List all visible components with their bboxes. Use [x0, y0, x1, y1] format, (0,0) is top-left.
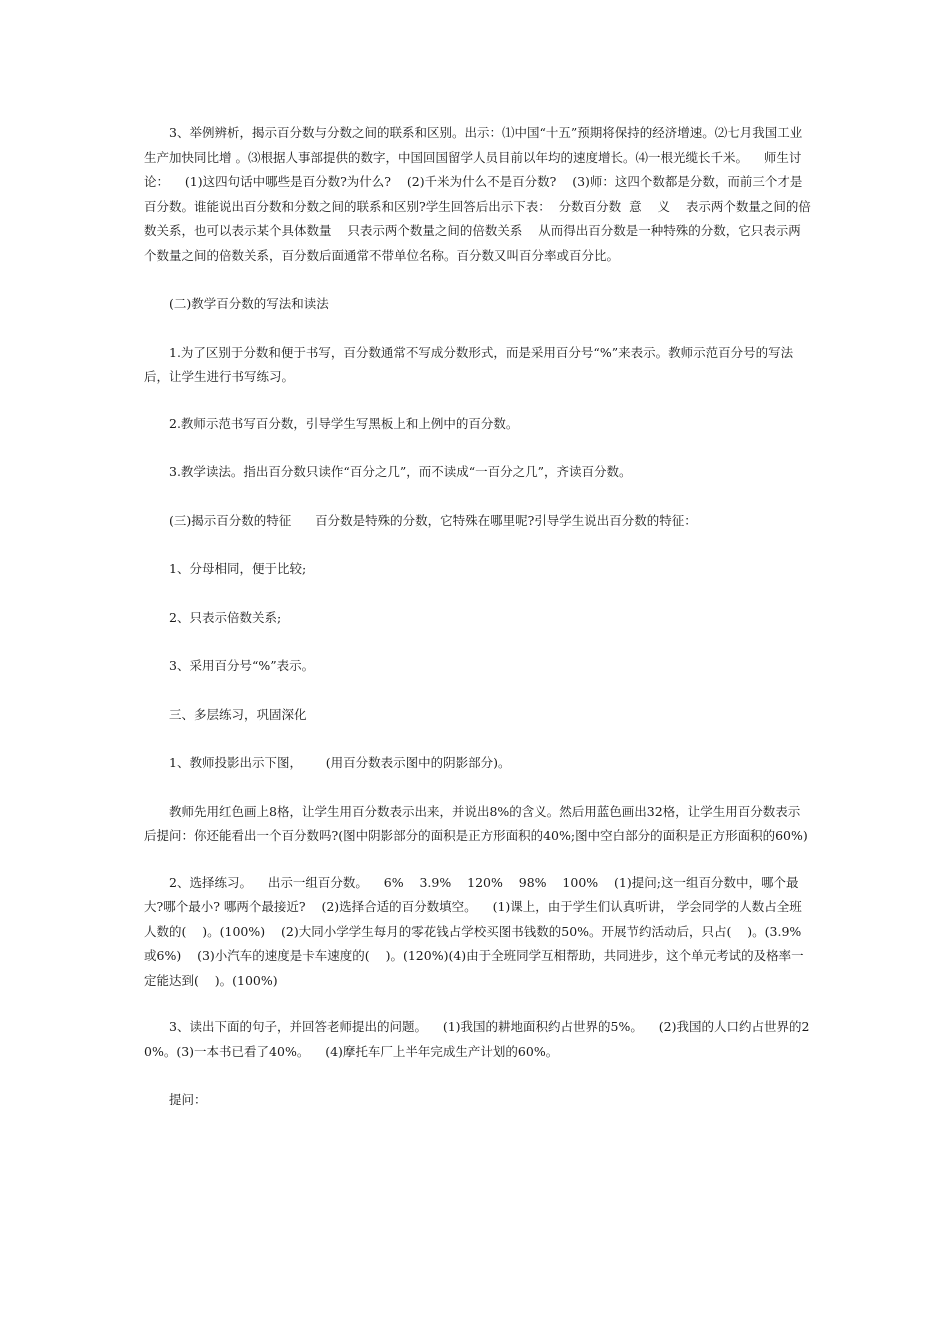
paragraph-reading-sentences: 3、读出下面的句子，并回答老师提出的问题。 (1)我国的耕地面积约占世界的5%。 (2)我国的人口约占世界的20%。(3)一本书已看了40%。 (4)摩托车厂上半年完成生产计划的60%。 — [144, 1019, 810, 1059]
list-item-feature-2: 2、只表示倍数关系; — [169, 609, 282, 625]
paragraph-percent-sign: 1.为了区别于分数和便于书写，百分数通常不写成分数形式，而是采用百分号“%”来表示。教师示范百分号的写法后，让学生进行书写练习。 — [144, 344, 794, 384]
section-heading-practice: 三、多层练习，巩固深化 — [169, 706, 307, 722]
document-body — [144, 121, 812, 1113]
paragraph-grid-demo: 教师先用红色画上8格，让学生用百分数表示出来，并说出8%的含义。然后用蓝色画出32格，让学生用百分数表示后提问：你还能看出一个百分数吗?(图中阴影部分的面积是正方形面积的40%;图中空白部分的面积是正方形面积的60%) — [144, 803, 808, 843]
paragraph-example-analysis: 3、举例辨析，揭示百分数与分数之间的联系和区别。出示：⑴中国“十五”预期将保持的经济增速。⑵七月我国工业生产加快同比增 。⑶根据人事部提供的数字，中国回国留学人员目前以年均的速度增长。⑷一根光缆长千米。 师生讨论： (1)这四句话中哪些是百分数?为什么? (2)千米为什么不是百分数? (3)师：这四个数都是分数，而前三个才是百分数。谁能说出百分数和分数之间的联系和区别?学生回答后出示下表： 分数百分数 意 义 表示两个数量之间的倍数关系，也可以表示某个具体数量 只表示两个数量之间的倍数关系 从而得出百分数是一种特殊的分数，它只表示两个数量之间的倍数关系，百分数后面通常不带单位名称。百分数又叫百分率或百分比。 — [144, 125, 811, 263]
list-item-feature-3: 3、采用百分号“%”表示。 — [169, 658, 315, 673]
section-heading-writing-reading: (二)教学百分数的写法和读法 — [169, 296, 329, 311]
paragraph-reading-method: 3.教学读法。指出百分数只读作“百分之几”，而不读成“一百分之几”，齐读百分数。 — [169, 464, 632, 479]
paragraph-question: 提问： — [169, 1092, 207, 1107]
paragraph-choice-practice: 2、选择练习。 出示一组百分数。 6% 3.9% 120% 98% 100% (1)提问;这一组百分数中，哪个最大?哪个最小? 哪两个最接近? (2)选择合适的百分数填空。 (1)课上，由于学生们认真听讲， 学会同学的人数占全班人数的( )。(100%) (2)大同小学学生每月的零花钱占学校买图书钱数的50%。开展节约活动后，只占( )。(3.9%或6%) (3)小汽车的速度是卡车速度的( )。(120%)(4)由于全班同学互相帮助，共同进步，这个单元考试的及格率一定能达到( )。(100%) — [144, 874, 804, 988]
section-heading-features: (三)揭示百分数的特征 百分数是特殊的分数，它特殊在哪里呢?引导学生说出百分数的特征： — [169, 512, 697, 528]
paragraph-projection: 1、教师投影出示下图， (用百分数表示图中的阴影部分)。 — [169, 755, 511, 770]
list-item-feature-1: 1、分母相同，便于比较; — [169, 561, 307, 576]
paragraph-writing-demo: 2.教师示范书写百分数，引导学生写黑板上和上例中的百分数。 — [169, 415, 519, 431]
